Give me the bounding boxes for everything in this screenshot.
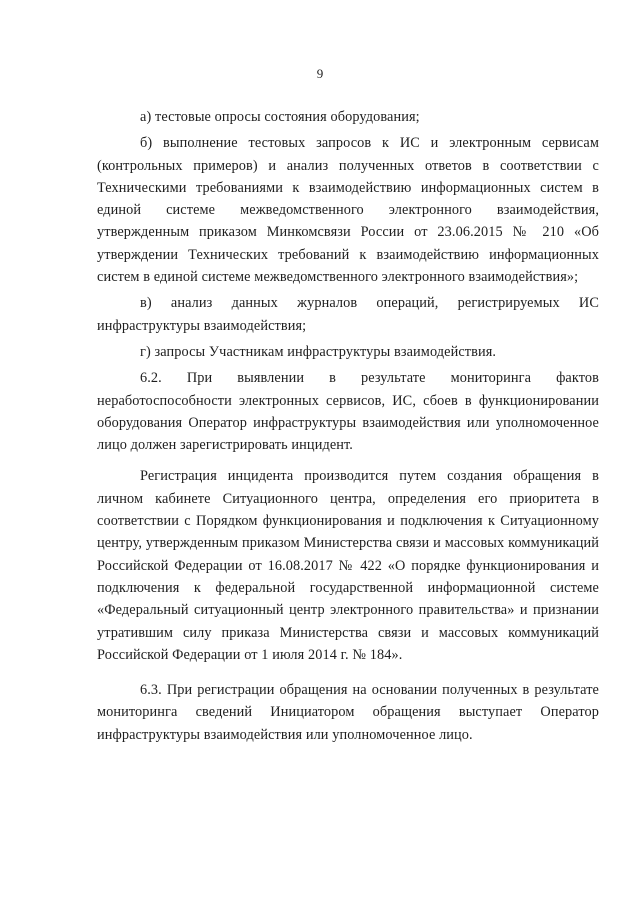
paragraph-item-v: в) анализ данных журналов операций, регистрируемых ИС инфраструктуры взаимодействия;: [97, 295, 599, 334]
paragraph-incident-registration: Регистрация инцидента производится путем создания обращения в личном кабинете Ситуационного центра, определения его приоритета в соответствии с Порядком функционирования и подключения к Ситуационному центру, утвержденным приказом Министерства связи и массовых коммуникаций Российской Федерации от 16.08.2017 № 422 «О порядке функционирования и подключения к федеральной государственной информационной системе «Федеральный ситуационный центр электронного правительства» и признании утратившим силу приказа Министерства связи и массовых коммуникаций Российской Федерации от 1 июля 2014 г. № 184».: [97, 468, 599, 663]
paragraph-section-6-2: 6.2. При выявлении в результате мониторинга фактов неработоспособности электронных сервисов, ИС, сбоев в функционировании оборудования Оператор инфраструктуры взаимодействия или уполномоченное лицо должен зарегистрировать инцидент.: [97, 370, 599, 454]
paragraph-item-a: а) тестовые опросы состояния оборудования;: [140, 109, 420, 125]
document-body: [97, 106, 599, 746]
paragraph-section-6-3: 6.3. При регистрации обращения на основании полученных в результате мониторинга сведений Инициатором обращения выступает Оператор инфраструктуры взаимодействия или уполномоченное лицо.: [97, 682, 599, 743]
paragraph-item-g: г) запросы Участникам инфраструктуры взаимодействия.: [140, 343, 497, 360]
page-number: 9: [316, 66, 324, 81]
paragraph-item-b: б) выполнение тестовых запросов к ИС и электронным сервисам (контрольных примеров) и анализ полученных ответов в соответствии с Техническими требованиями к взаимодействию информационных систем в единой системе межведомственного электронного взаимодействия, утвержденным приказом Минкомсвязи России от 23.06.2015 № 210 «Об утверждении Технических требований к взаимодействию информационных систем в единой системе межведомственного электронного взаимодействия»;: [97, 135, 599, 286]
